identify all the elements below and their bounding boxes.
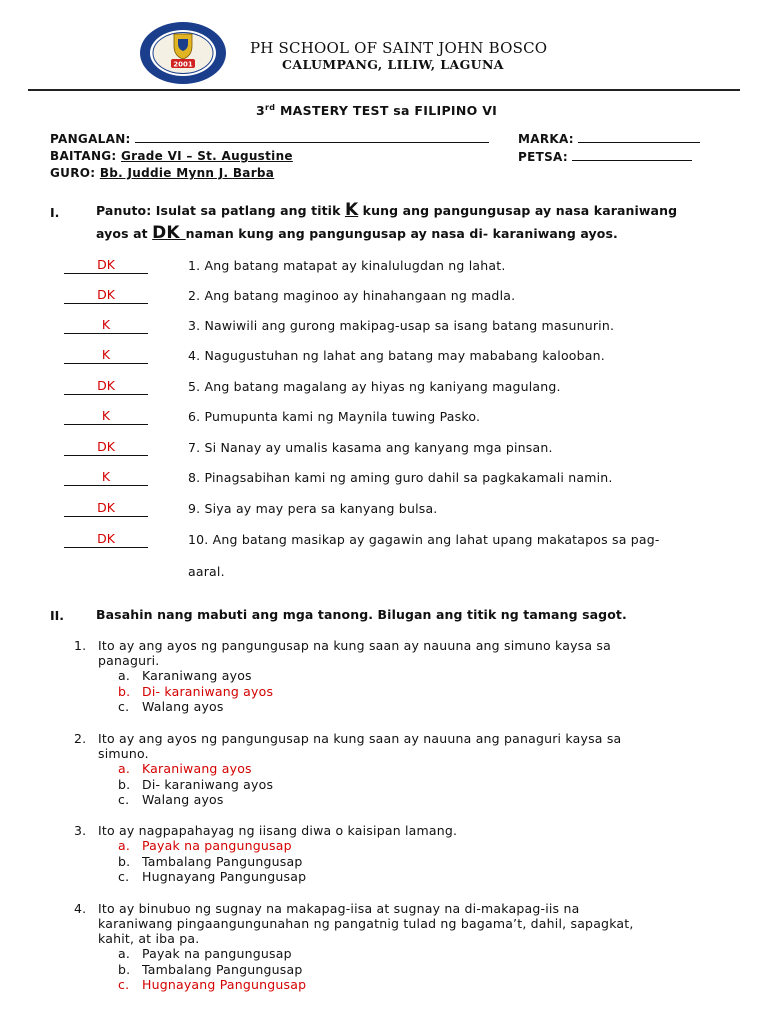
option-letter: b. <box>118 961 131 977</box>
option-letter: c. <box>118 869 130 884</box>
option-text: Karaniwang ayos <box>142 761 252 776</box>
item-text: 3. Nawiwili ang gurong makipag-usap sa isang batang masunurin. <box>188 318 615 333</box>
name-field: PANGALAN: <box>50 131 489 146</box>
item-text: 5. Ang batang magalang ay hiyas ng kaniyang magulang. <box>188 379 561 394</box>
item-text-continuation: aaral. <box>188 564 225 579</box>
item-text: 10. Ang batang masikap ay gagawin ang lahat upang makatapos sa pag- <box>188 532 660 547</box>
option-letter: c. <box>118 792 130 807</box>
option-text: Di- karaniwang ayos <box>142 683 274 699</box>
option-letter: a. <box>118 838 131 853</box>
question-stem-line: Ito ay binubuo ng sugnay na makapag-iisa at sugnay na di-makapag-iis na <box>98 901 580 916</box>
date-field: PETSA: <box>518 149 692 164</box>
school-name: PH SCHOOL OF SAINT JOHN BOSCO <box>250 39 548 57</box>
answer-blank[interactable]: K <box>64 349 148 364</box>
question <box>74 731 714 808</box>
option-text: Di- karaniwang ayos <box>142 776 274 792</box>
option-letter: a. <box>118 668 131 683</box>
option-text: Hugnayang Pangungusap <box>142 977 307 992</box>
option-text: Walang ayos <box>142 792 224 807</box>
school-seal-logo <box>138 20 228 86</box>
option-text: Payak na pangungusap <box>142 946 292 961</box>
option-letter: a. <box>118 946 131 961</box>
answer-option[interactable] <box>118 792 714 808</box>
score-blank[interactable] <box>578 131 700 143</box>
option-letter: b. <box>118 776 131 792</box>
question-number: 3. <box>74 823 87 838</box>
item-text: 8. Pinagsabihan kami ng aming guro dahil sa pagkakamali namin. <box>188 470 613 485</box>
answer-option[interactable] <box>118 684 714 700</box>
question-number: 4. <box>74 901 87 916</box>
option-text: Hugnayang Pangungusap <box>142 869 307 884</box>
teacher-value: Bb. Juddie Mynn J. Barba <box>99 166 275 180</box>
question <box>74 638 714 715</box>
seal-year: 2001 <box>173 60 193 69</box>
answer-option[interactable] <box>118 869 714 885</box>
question-number: 1. <box>74 638 87 653</box>
option-letter: c. <box>118 699 130 714</box>
answer-blank[interactable]: DK <box>64 380 148 395</box>
answer-blank[interactable]: DK <box>64 502 148 517</box>
option-letter: c. <box>118 977 130 992</box>
item-text: 2. Ang batang maginoo ay hinahangaan ng madla. <box>188 288 516 303</box>
answer-blank[interactable]: K <box>64 319 148 334</box>
school-address: CALUMPANG, LILIW, LAGUNA <box>282 57 504 72</box>
date-blank[interactable] <box>572 149 692 161</box>
question <box>74 901 714 993</box>
question-stem-line: karaniwang pingaangungunahan ng pangatnig tulad ng bagama’t, dahil, sapagkat, <box>98 916 634 931</box>
answer-option[interactable] <box>118 838 714 854</box>
answer-blank[interactable]: DK <box>64 289 148 304</box>
question-stem-line: Ito ay nagpapahayag ng iisang diwa o kaisipan lamang. <box>98 823 458 838</box>
item-text: 4. Nagugustuhan ng lahat ang batang may mababang kalooban. <box>188 348 605 363</box>
header-divider <box>28 89 740 91</box>
question-stem-line: Ito ay ang ayos ng pangungusap na kung saan ay nauuna ang panaguri kaysa sa <box>98 731 622 746</box>
name-blank[interactable] <box>135 131 489 143</box>
grade-field: BAITANG: Grade VI – St. Augustine <box>50 149 293 163</box>
item-text: 9. Siya ay may pera sa kanyang bulsa. <box>188 501 438 516</box>
answer-option[interactable] <box>118 962 714 978</box>
answer-option[interactable] <box>118 977 714 993</box>
question <box>74 823 714 885</box>
option-text: Walang ayos <box>142 699 224 714</box>
question-stem-line: simuno. <box>98 746 149 761</box>
option-text: Tambalang Pangungusap <box>142 961 303 977</box>
answer-blank[interactable]: K <box>64 471 148 486</box>
answer-blank[interactable]: K <box>64 410 148 425</box>
answer-blank[interactable]: DK <box>64 441 148 456</box>
option-text: Tambalang Pangungusap <box>142 853 303 869</box>
section-1-instructions: Panuto: Isulat sa patlang ang titik K kung ang pangungusap ay nasa karaniwang ayos at DK naman kung ang pangungusap ay nasa di- karaniwang ayos. <box>96 200 678 243</box>
item-text: 7. Si Nanay ay umalis kasama ang kanyang mga pinsan. <box>188 440 553 455</box>
option-letter: a. <box>118 761 131 776</box>
question-number: 2. <box>74 731 87 746</box>
question-stem-line: panaguri. <box>98 653 160 668</box>
score-field: MARKA: <box>518 131 700 146</box>
test-title: 3rd MASTERY TEST sa FILIPINO VI <box>256 103 498 119</box>
item-text: 1. Ang batang matapat ay kinalulugdan ng lahat. <box>188 258 506 273</box>
answer-blank[interactable]: DK <box>64 533 148 548</box>
section-2-instructions: Basahin nang mabuti ang mga tanong. Bilugan ang titik ng tamang sagot. <box>96 607 627 622</box>
answer-option[interactable] <box>118 777 714 793</box>
option-text: Karaniwang ayos <box>142 668 252 683</box>
option-letter: b. <box>118 853 131 869</box>
answer-option[interactable] <box>118 699 714 715</box>
answer-option[interactable] <box>118 854 714 870</box>
question-stem-line: Ito ay ang ayos ng pangungusap na kung saan ay nauuna ang simuno kaysa sa <box>98 638 612 653</box>
item-text: 6. Pumupunta kami ng Maynila tuwing Pasko. <box>188 409 481 424</box>
answer-option[interactable] <box>118 946 714 962</box>
option-text: Payak na pangungusap <box>142 838 292 853</box>
question-stem-line: kahit, at iba pa. <box>98 931 200 946</box>
answer-option[interactable] <box>118 761 714 777</box>
answer-blank[interactable]: DK <box>64 259 148 274</box>
grade-value: Grade VI – St. Augustine <box>121 149 293 163</box>
teacher-field: GURO: Bb. Juddie Mynn J. Barba <box>50 166 275 180</box>
answer-option[interactable] <box>118 668 714 684</box>
section-2-number: II. <box>50 608 65 623</box>
section-1-number: I. <box>50 205 60 220</box>
option-letter: b. <box>118 683 131 699</box>
